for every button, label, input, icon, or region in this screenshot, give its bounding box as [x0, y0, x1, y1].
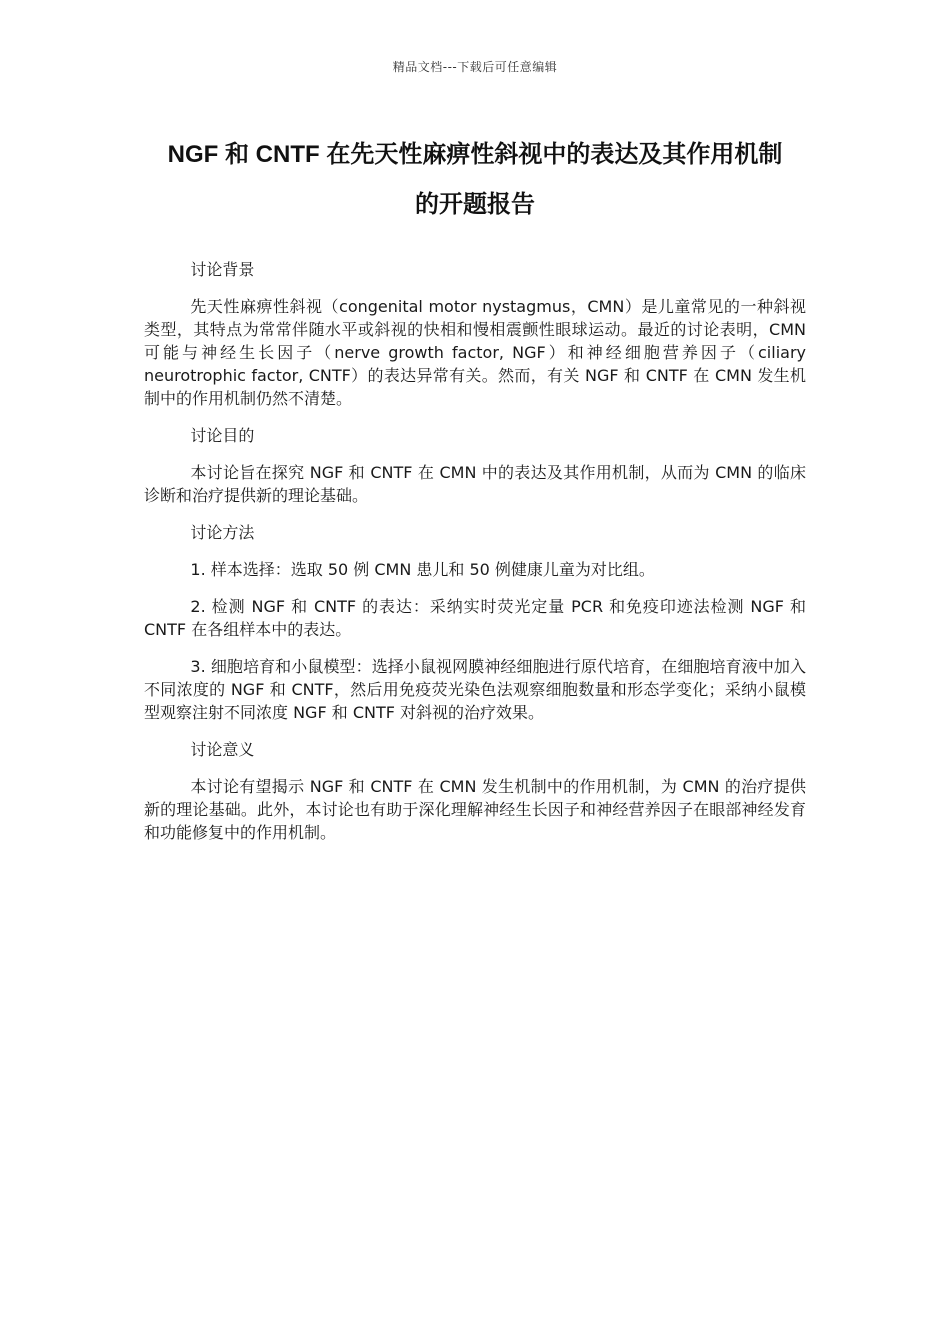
title-line-1: NGF 和 CNTF 在先天性麻痹性斜视中的表达及其作用机制 [167, 141, 783, 168]
background-paragraph: 先天性麻痹性斜视（congenital motor nystagmus，CMN）是儿童常见的一种斜视类型，其特点为常常伴随水平或斜视的快相和慢相震颤性眼球运动。最近的讨论表明，CMN 可能与神经生长因子（nerve growth factor, NGF）和神经细胞营养因子（ciliary neurotrophic factor, CNTF）的表达异常有关。然而，有关 NGF 和 CNTF 在 CMN 发生机制中的作用机制仍然不清楚。 [144, 297, 806, 408]
purpose-paragraph: 本讨论旨在探究 NGF 和 CNTF 在 CMN 中的表达及其作用机制，从而为 CMN 的临床诊断和治疗提供新的理论基础。 [144, 463, 806, 505]
purpose-heading: 讨论目的 [190, 426, 255, 445]
method-item-3: 3. 细胞培育和小鼠模型：选择小鼠视网膜神经细胞进行原代培育，在细胞培育液中加入不同浓度的 NGF 和 CNTF，然后用免疫荧光染色法观察细胞数量和形态学变化；采纳小鼠模型观察注射不同浓度 NGF 和 CNTF 对斜视的治疗效果。 [144, 657, 806, 722]
method-item-2: 2. 检测 NGF 和 CNTF 的表达：采纳实时荧光定量 PCR 和免疫印迹法检测 NGF 和 CNTF 在各组样本中的表达。 [144, 597, 806, 639]
document-body [144, 258, 806, 858]
background-heading: 讨论背景 [190, 260, 255, 279]
significance-heading: 讨论意义 [190, 740, 255, 759]
method-heading: 讨论方法 [190, 523, 255, 542]
document-title [140, 130, 810, 230]
title-line-2: 的开题报告 [415, 191, 535, 218]
method-item-1: 1. 样本选择：选取 50 例 CMN 患儿和 50 例健康儿童为对比组。 [190, 560, 655, 579]
header-note: 精品文档---下载后可任意编辑 [392, 60, 558, 74]
significance-paragraph: 本讨论有望揭示 NGF 和 CNTF 在 CMN 发生机制中的作用机制，为 CMN 的治疗提供新的理论基础。此外，本讨论也有助于深化理解神经生长因子和神经营养因子在眼部神经发育和功能修复中的作用机制。 [144, 777, 806, 842]
